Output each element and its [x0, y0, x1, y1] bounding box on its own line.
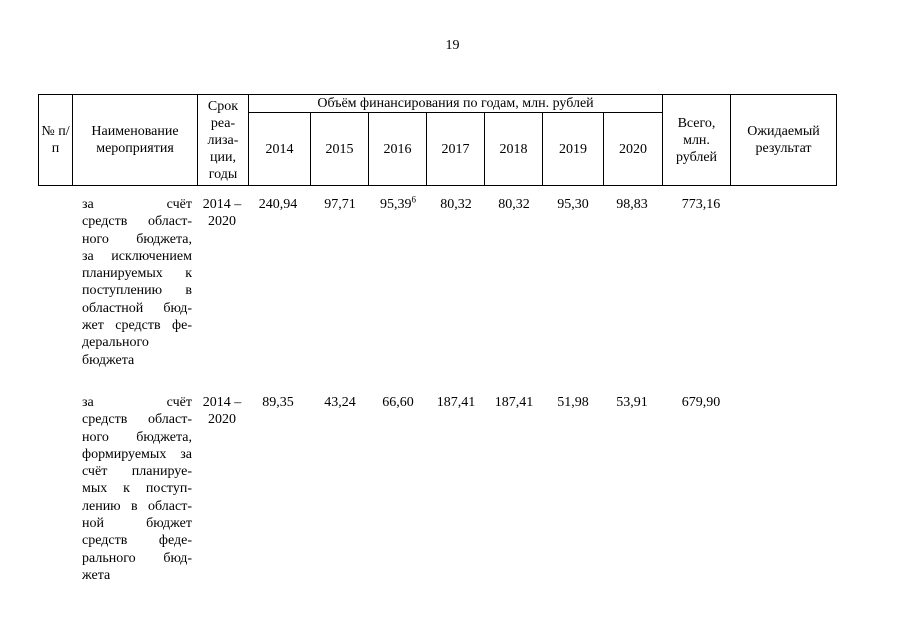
header-name: Наименование мероприятия — [91, 124, 179, 156]
header-name-cell — [73, 95, 198, 186]
row-2-desc-line: средств област- — [82, 412, 192, 428]
row-1-value-2018: 80,32 — [498, 197, 530, 212]
header-total: Всего, млн. рублей — [675, 115, 718, 165]
table-header — [38, 94, 837, 186]
row-1-desc-line: средств област- — [82, 214, 192, 230]
row-2-desc-line: за счёт — [82, 395, 192, 410]
row-1-desc-line: жет средств фе- — [82, 318, 192, 334]
page-number: 19 — [445, 38, 460, 53]
row-2-desc-line: счёт планируе- — [82, 464, 192, 480]
row-2-value-2017: 187,41 — [436, 395, 476, 410]
row-1-desc-line: областной бюд- — [82, 300, 192, 316]
row-1-desc-line: дерального — [82, 335, 149, 351]
row-1-footnote-marker: 6 — [411, 194, 416, 205]
row-1-desc-line: за исключением — [82, 248, 192, 264]
header-year-2014: 2014 — [249, 113, 311, 186]
row-1-value-2016-number: 95,39 — [380, 197, 412, 212]
header-result: Ожидаемый результат — [747, 124, 820, 156]
row-2-period: 2014 – 2020 — [202, 395, 242, 427]
header-num-cell — [39, 95, 73, 186]
row-1-value-2020: 98,83 — [616, 197, 648, 212]
row-2-value-2016: 66,60 — [382, 395, 414, 410]
row-1-value-2016 — [369, 196, 427, 213]
row-2-value-2014: 89,35 — [262, 395, 294, 410]
header-period-cell — [198, 95, 249, 186]
row-2-desc-line: ного бюджета, — [82, 429, 192, 445]
row-2-desc-line: рального бюд- — [82, 550, 192, 566]
header-funding-group — [249, 95, 663, 113]
row-1-value-2014: 240,94 — [258, 197, 298, 212]
header-year-2016: 2016 — [369, 113, 427, 186]
row-2-desc-line: мых к поступ- — [82, 481, 192, 497]
row-1-total: 773,16 — [681, 197, 721, 212]
header-funding-label: Объём финансирования по годам, млн. рублей — [317, 96, 594, 111]
row-1-desc-line: за счёт — [82, 197, 192, 212]
row-1-desc-line: поступлению в — [82, 283, 192, 299]
header-year-2018: 2018 — [485, 113, 543, 186]
row-1-description — [82, 196, 192, 369]
row-1-value-2015: 97,71 — [324, 197, 356, 212]
row-2-desc-line: ной бюджет — [82, 516, 192, 532]
row-2-desc-line: жета — [82, 567, 111, 583]
row-2-desc-line: лению в област- — [82, 498, 192, 514]
row-2-description — [82, 394, 192, 584]
header-year-2017: 2017 — [427, 113, 485, 186]
row-1-desc-line: бюджета — [82, 352, 135, 368]
header-year-2020: 2020 — [604, 113, 663, 186]
header-period: Срок реа-лиза-ции, годы — [207, 98, 239, 182]
header-result-cell — [731, 95, 837, 186]
row-2-value-2018: 187,41 — [494, 395, 534, 410]
row-2-total: 679,90 — [681, 395, 721, 410]
row-2-desc-line: средств феде- — [82, 533, 192, 549]
row-2-value-2020: 53,91 — [616, 395, 648, 410]
header-year-2015: 2015 — [311, 113, 369, 186]
row-1-desc-line: ного бюджета, — [82, 231, 192, 247]
row-2-value-2015: 43,24 — [324, 395, 356, 410]
row-1-period: 2014 – 2020 — [202, 197, 242, 229]
header-year-2019: 2019 — [543, 113, 604, 186]
row-1-desc-line: планируемых к — [82, 266, 192, 282]
row-2-desc-line: формируемых за — [82, 446, 192, 462]
header-total-cell — [663, 95, 731, 186]
header-num: № п/п — [41, 124, 70, 156]
row-1-value-2017: 80,32 — [440, 197, 472, 212]
row-2-value-2019: 51,98 — [557, 395, 589, 410]
row-1-value-2019: 95,30 — [557, 197, 589, 212]
